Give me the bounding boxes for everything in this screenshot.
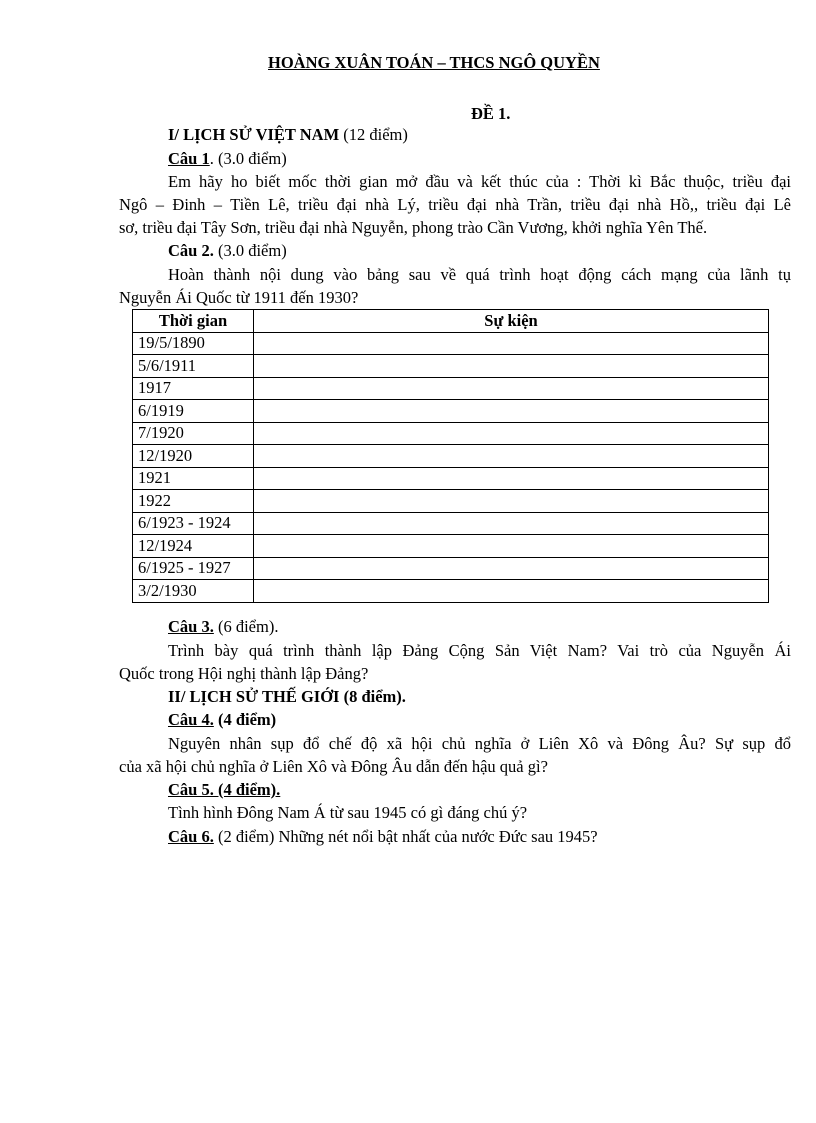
q1-heading bbox=[168, 148, 287, 170]
table-row bbox=[133, 332, 769, 355]
table-row bbox=[133, 377, 769, 400]
time-cell: 3/2/1930 bbox=[133, 580, 254, 603]
table-row bbox=[133, 580, 769, 603]
event-cell[interactable] bbox=[254, 355, 769, 378]
q4-line-2: của xã hội chủ nghĩa ở Liên Xô và Đông Âu dẫn đến hậu quả gì? bbox=[119, 757, 548, 776]
part1-points: (12 điểm) bbox=[339, 125, 408, 144]
q3-points: (6 điểm). bbox=[213, 617, 279, 636]
event-cell[interactable] bbox=[254, 580, 769, 603]
q4-heading bbox=[168, 709, 276, 731]
time-cell: 1917 bbox=[133, 377, 254, 400]
table-row bbox=[133, 422, 769, 445]
header-time: Thời gian bbox=[133, 310, 254, 333]
event-cell[interactable] bbox=[254, 535, 769, 558]
q5-line: Tình hình Đông Nam Á từ sau 1945 có gì đáng chú ý? bbox=[168, 803, 528, 822]
q1-label: Câu 1 bbox=[168, 149, 210, 168]
event-cell[interactable] bbox=[254, 512, 769, 535]
table-row bbox=[133, 400, 769, 423]
q6-label: Câu 6. bbox=[168, 827, 214, 846]
time-cell: 5/6/1911 bbox=[133, 355, 254, 378]
q5-heading bbox=[168, 779, 280, 801]
table-row bbox=[133, 512, 769, 535]
time-cell: 12/1924 bbox=[133, 535, 254, 558]
q1-line-1: Em hãy ho biết mốc thời gian mở đầu và kết thúc của : Thời kì Bắc thuộc, triều đại bbox=[168, 172, 791, 191]
q2-points: (3.0 điểm) bbox=[213, 241, 287, 260]
q3-line-1: Trình bày quá trình thành lập Đảng Cộng Sản Việt Nam? Vai trò của Nguyễn Ái bbox=[168, 641, 791, 660]
q2-label: Câu 2. bbox=[168, 241, 214, 260]
q1-line-2: Ngô – Đinh – Tiền Lê, triều đại nhà Lý, triều đại nhà Trần, triều đại nhà Hồ,, triều đại Lê bbox=[119, 195, 791, 214]
q5-label: Câu 5. (4 điểm). bbox=[168, 780, 281, 799]
time-cell: 19/5/1890 bbox=[133, 332, 254, 355]
table-header-row bbox=[133, 310, 769, 333]
q2-line-1: Hoàn thành nội dung vào bảng sau về quá trình hoạt động cách mạng của lãnh tụ bbox=[168, 265, 791, 284]
q2-line-2: Nguyễn Ái Quốc từ 1911 đến 1930? bbox=[119, 288, 359, 307]
event-cell[interactable] bbox=[254, 377, 769, 400]
exam-title: ĐỀ 1. bbox=[471, 104, 511, 123]
q6-text: (2 điểm) Những nét nổi bật nhất của nước Đức sau 1945? bbox=[213, 827, 598, 846]
q3-heading bbox=[168, 616, 278, 638]
header-event: Sự kiện bbox=[254, 310, 769, 333]
q3-line-2: Quốc trong Hội nghị thành lập Đảng? bbox=[119, 664, 369, 683]
q1-line-3: sơ, triều đại Tây Sơn, triều đại nhà Nguyễn, phong trào Cần Vương, khởi nghĩa Yên Thế. bbox=[119, 218, 708, 237]
time-cell: 7/1920 bbox=[133, 422, 254, 445]
time-cell: 6/1925 - 1927 bbox=[133, 557, 254, 580]
time-cell: 6/1919 bbox=[133, 400, 254, 423]
event-cell[interactable] bbox=[254, 400, 769, 423]
time-cell: 1921 bbox=[133, 467, 254, 490]
time-cell: 12/1920 bbox=[133, 445, 254, 468]
time-cell: 6/1923 - 1924 bbox=[133, 512, 254, 535]
table-row bbox=[133, 490, 769, 513]
q1-points: . (3.0 điểm) bbox=[209, 149, 287, 168]
table-row bbox=[133, 557, 769, 580]
q2-heading bbox=[168, 240, 287, 262]
q4-line-1: Nguyên nhân sụp đổ chế độ xã hội chủ nghĩa ở Liên Xô và Đông Âu? Sự sụp đổ bbox=[168, 734, 791, 753]
table-row bbox=[133, 535, 769, 558]
q4-label: Câu 4. bbox=[168, 710, 214, 729]
event-cell[interactable] bbox=[254, 467, 769, 490]
q4-points: (4 điểm) bbox=[213, 710, 277, 729]
part1-heading bbox=[168, 124, 408, 146]
event-cell[interactable] bbox=[254, 557, 769, 580]
part1-title: I/ LỊCH SỬ VIỆT NAM bbox=[168, 125, 340, 144]
document-header: HOÀNG XUÂN TOÁN – THCS NGÔ QUYỀN bbox=[268, 53, 600, 72]
q6-line bbox=[168, 826, 598, 848]
event-cell[interactable] bbox=[254, 422, 769, 445]
time-cell: 1922 bbox=[133, 490, 254, 513]
events-table bbox=[132, 309, 769, 603]
table-row bbox=[133, 355, 769, 378]
event-cell[interactable] bbox=[254, 490, 769, 513]
table-row bbox=[133, 445, 769, 468]
table-row bbox=[133, 467, 769, 490]
q3-label: Câu 3. bbox=[168, 617, 214, 636]
event-cell[interactable] bbox=[254, 445, 769, 468]
part2-heading: II/ LỊCH SỬ THẾ GIỚI (8 điểm). bbox=[168, 687, 406, 706]
event-cell[interactable] bbox=[254, 332, 769, 355]
